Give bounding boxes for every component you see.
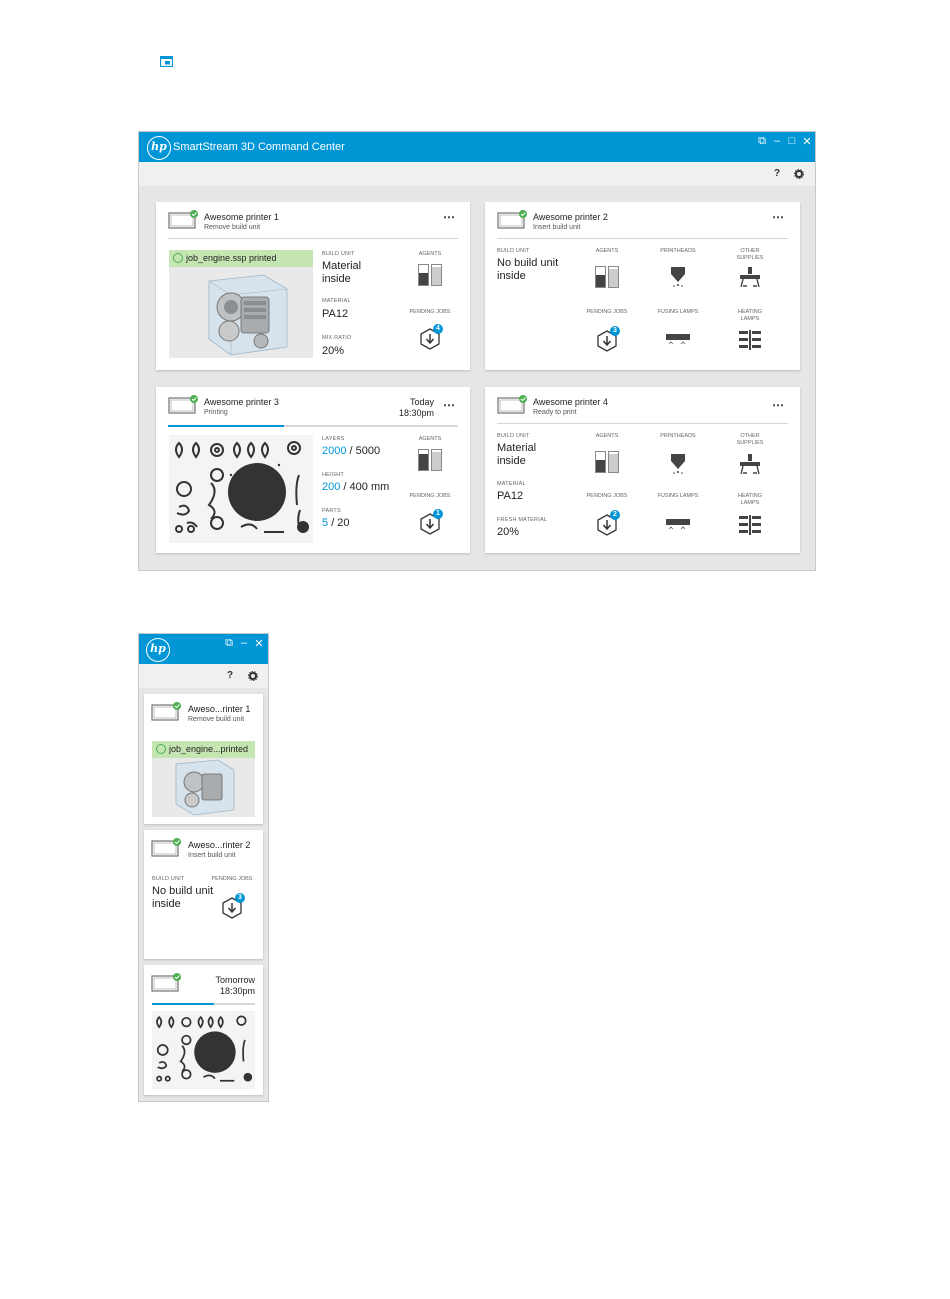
job-thumbnail <box>152 741 255 817</box>
printer-icon <box>497 395 527 415</box>
printer-name: Aweso...rinter 2 <box>188 840 251 850</box>
window-title: SmartStream 3D Command Center <box>173 141 345 153</box>
other-supplies-icon <box>739 266 761 288</box>
completion-time: Today 18:30pm <box>398 397 434 418</box>
printer-card-3[interactable] <box>156 387 470 553</box>
minimize-icon[interactable]: – <box>773 135 781 147</box>
hp-logo: hp <box>146 638 170 662</box>
print-progress-bar <box>152 1003 255 1005</box>
gear-icon[interactable] <box>248 671 258 681</box>
fusing-lamps-label: FUSING LAMPS <box>657 309 699 315</box>
material-value: PA12 <box>322 308 349 320</box>
pending-jobs-count: 3 <box>235 893 245 903</box>
more-options-button[interactable]: ⋯ <box>443 398 456 412</box>
build-unit-label: BUILD UNIT <box>497 433 530 439</box>
printer-icon <box>151 838 181 858</box>
close-icon[interactable]: ✕ <box>802 136 812 148</box>
pending-jobs-count: 1 <box>433 509 443 519</box>
printer-icon <box>497 210 527 230</box>
more-options-button[interactable]: ⋯ <box>772 210 785 224</box>
build-unit-value: Material inside <box>322 260 362 285</box>
compact-printer-card-3[interactable] <box>144 965 263 1095</box>
parts-layout-image <box>169 435 313 543</box>
printer-card-2[interactable] <box>485 202 800 370</box>
printer-status: Ready to print <box>533 409 577 416</box>
more-options-button[interactable]: ⋯ <box>443 210 456 224</box>
agents-level-icon <box>595 451 619 473</box>
printer-name: Awesome printer 4 <box>533 397 608 407</box>
help-button[interactable]: ? <box>774 168 781 179</box>
job-printed-banner: job_engine.ssp printed <box>169 250 313 267</box>
build-unit-value: Material inside <box>497 442 537 467</box>
fusing-lamps-label: FUSING LAMPS <box>657 493 699 499</box>
printer-status: Remove build unit <box>204 224 261 231</box>
heating-lamps-icon <box>739 515 761 535</box>
material-label: MATERIAL <box>497 481 526 487</box>
maximize-icon[interactable]: □ <box>788 135 796 147</box>
build-unit-label: BUILD UNIT <box>497 248 530 254</box>
print-progress-fill <box>152 1003 214 1005</box>
compact-printer-card-2[interactable] <box>144 830 263 959</box>
more-options-button[interactable]: ⋯ <box>772 398 785 412</box>
print-progress-fill <box>168 425 284 427</box>
mix-ratio-label: MIX RATIO <box>322 335 352 341</box>
hp-logo: hp <box>147 136 171 160</box>
height-value: 200 / 400 mm <box>322 481 390 493</box>
parts-thumbnail <box>169 435 313 543</box>
close-icon[interactable]: ✕ <box>254 638 264 650</box>
job-printed-banner: job_engine...printed <box>152 741 255 758</box>
check-icon <box>173 253 183 263</box>
compact-title-bar <box>139 634 268 664</box>
check-icon <box>156 744 166 754</box>
printer-status: Insert build unit <box>533 224 581 231</box>
height-label: HEIGHT <box>322 472 344 478</box>
pending-jobs-label: PENDING JOBS <box>409 493 451 499</box>
divider <box>168 238 458 239</box>
printer-status: Remove build unit <box>188 716 245 723</box>
layers-label: LAYERS <box>322 436 345 442</box>
printer-name: Aweso...rinter 1 <box>188 704 251 714</box>
other-supplies-icon <box>739 453 761 475</box>
heating-lamps-label: HEATING LAMPS <box>737 309 763 322</box>
help-button[interactable]: ? <box>227 670 234 681</box>
build-unit-value: No build unit inside <box>152 885 214 910</box>
printhead-icon <box>669 266 687 288</box>
toolbar <box>139 162 815 186</box>
agents-label: AGENTS <box>418 436 442 442</box>
printer-status: Insert build unit <box>188 852 236 859</box>
parts-label: PARTS <box>322 508 341 514</box>
parts-thumbnail <box>152 1011 255 1089</box>
agents-level-icon <box>595 266 619 288</box>
other-supplies-label: OTHER SUPPLIES <box>736 248 764 261</box>
fresh-material-value: 20% <box>497 526 520 538</box>
heating-lamps-label: HEATING LAMPS <box>737 493 763 506</box>
engine-model-image <box>152 758 255 817</box>
mix-ratio-value: 20% <box>322 345 345 357</box>
other-supplies-label: OTHER SUPPLIES <box>736 433 764 446</box>
job-thumbnail <box>169 250 313 358</box>
divider <box>497 238 788 239</box>
gear-icon[interactable] <box>794 169 804 179</box>
printer-icon <box>168 395 198 415</box>
fusing-lamps-icon <box>666 333 690 347</box>
agents-label: AGENTS <box>595 433 619 439</box>
printheads-label: PRINTHEADS <box>660 433 696 439</box>
pending-jobs-count: 2 <box>610 510 620 520</box>
compact-window <box>138 633 269 1102</box>
build-unit-value: No build unit inside <box>497 257 559 282</box>
layers-value: 2000 / 5000 <box>322 445 381 457</box>
minimize-icon[interactable]: – <box>240 637 248 649</box>
pending-jobs-label: PENDING JOBS <box>586 309 628 315</box>
heating-lamps-icon <box>739 330 761 350</box>
pending-jobs-label: PENDING JOBS <box>211 876 253 882</box>
pending-jobs-label: PENDING JOBS <box>586 493 628 499</box>
title-bar <box>139 132 815 162</box>
main-window <box>138 131 816 571</box>
printer-icon <box>151 702 181 722</box>
printer-name: Awesome printer 3 <box>204 397 279 407</box>
printer-card-4[interactable] <box>485 387 800 553</box>
print-progress-bar <box>168 425 458 427</box>
compact-printer-card-1[interactable] <box>144 694 263 824</box>
printer-icon <box>151 973 181 993</box>
engine-model-image <box>169 267 313 358</box>
printer-name: Awesome printer 2 <box>533 212 608 222</box>
printer-name: Awesome printer 1 <box>204 212 279 222</box>
restore-icon[interactable]: ⧉ <box>225 637 233 649</box>
material-value: PA12 <box>497 490 524 502</box>
agents-level-icon <box>418 449 442 471</box>
printer-icon <box>168 210 198 230</box>
pending-jobs-count: 3 <box>610 326 620 336</box>
agents-label: AGENTS <box>595 248 619 254</box>
printer-status: Printing <box>204 409 228 416</box>
printheads-label: PRINTHEADS <box>660 248 696 254</box>
printhead-icon <box>669 453 687 475</box>
fusing-lamps-icon <box>666 518 690 532</box>
divider <box>497 423 788 424</box>
build-unit-label: BUILD UNIT <box>152 876 185 882</box>
compact-toolbar <box>139 664 268 688</box>
agents-label: AGENTS <box>418 251 442 257</box>
completion-time: Tomorrow 18:30pm <box>215 975 255 996</box>
window-icon <box>160 56 173 67</box>
material-label: MATERIAL <box>322 298 351 304</box>
pending-jobs-count: 4 <box>433 324 443 334</box>
agents-level-icon <box>418 264 442 286</box>
fresh-material-label: FRESH MATERIAL <box>497 517 548 523</box>
restore-icon[interactable]: ⧉ <box>758 135 766 147</box>
pending-jobs-label: PENDING JOBS <box>409 309 451 315</box>
parts-value: 5 / 20 <box>322 517 350 529</box>
build-unit-label: BUILD UNIT <box>322 251 355 257</box>
printer-card-1[interactable] <box>156 202 470 370</box>
parts-layout-image <box>152 1011 255 1089</box>
